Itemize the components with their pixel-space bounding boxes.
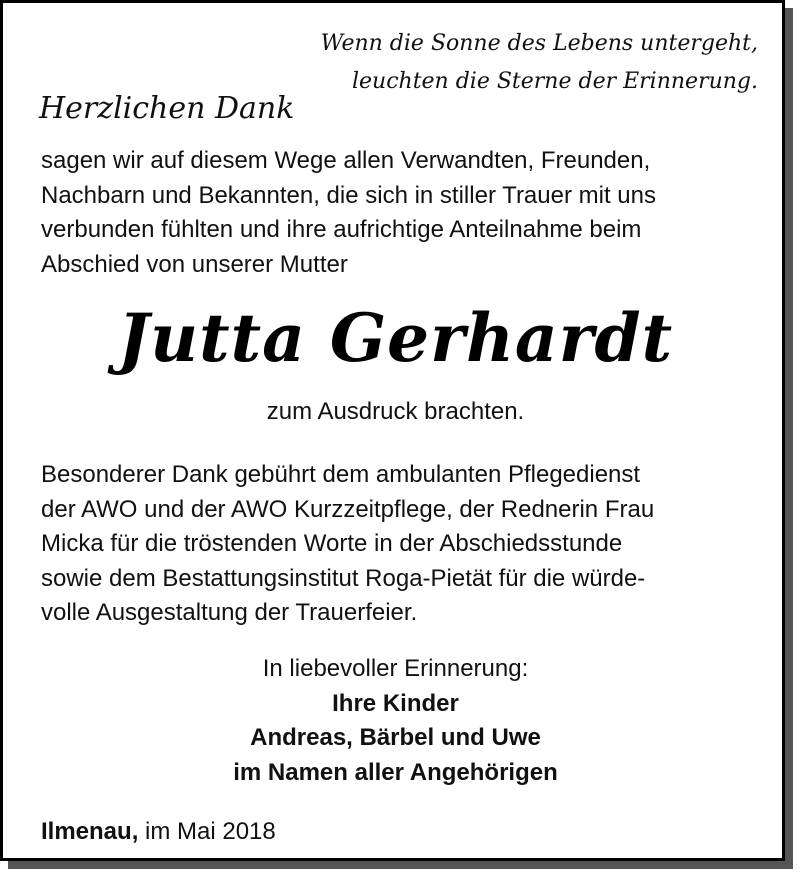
thanks-heading: Herzlichen Dank — [39, 91, 295, 126]
motto-quote — [321, 25, 758, 101]
city-name: Ilmenau, — [41, 818, 139, 845]
expression-line: zum Ausdruck brachten. — [266, 398, 525, 425]
special-thanks-line: Micka für die tröstenden Worte in der Abschiedsstunde — [41, 530, 623, 557]
motto-line: leuchten die Sterne der Erinnerung. — [351, 69, 758, 94]
place-date — [41, 815, 276, 850]
intro-line: sagen wir auf diesem Wege allen Verwandten, Freunden, — [41, 147, 651, 174]
special-thanks-line: der AWO und der AWO Kurzzeitpflege, der Rednerin Frau — [41, 495, 655, 523]
closing-block — [3, 652, 788, 790]
intro-line: verbunden fühlten und ihre aufrichtige Anteilnahme beim — [41, 216, 642, 243]
special-thanks-line: sowie dem Bestattungsinstitut Roga-Pietät für die würde- — [41, 564, 646, 592]
special-thanks-paragraph — [41, 458, 776, 631]
signatory-line: im Namen aller Angehörigen — [233, 758, 558, 786]
remembrance-line: In liebevoller Erinnerung: — [262, 655, 529, 682]
intro-line: Abschied von unserer Mutter — [41, 250, 348, 278]
intro-paragraph — [41, 144, 771, 282]
date-text: im Mai 2018 — [138, 818, 276, 845]
special-thanks-line: volle Ausgestaltung der Trauerfeier. — [41, 599, 418, 626]
signatory-line: Ihre Kinder — [332, 689, 459, 717]
motto-line: Wenn die Sonne des Lebens untergeht, — [320, 31, 758, 56]
deceased-name: Jutta Gerhardt — [117, 299, 674, 377]
special-thanks-line: Besonderer Dank gebührt dem ambulanten Pflegedienst — [41, 461, 641, 488]
intro-line: Nachbarn und Bekannten, die sich in stiller Trauer mit uns — [41, 181, 656, 209]
signatory-line: Andreas, Bärbel und Uwe — [250, 724, 541, 751]
